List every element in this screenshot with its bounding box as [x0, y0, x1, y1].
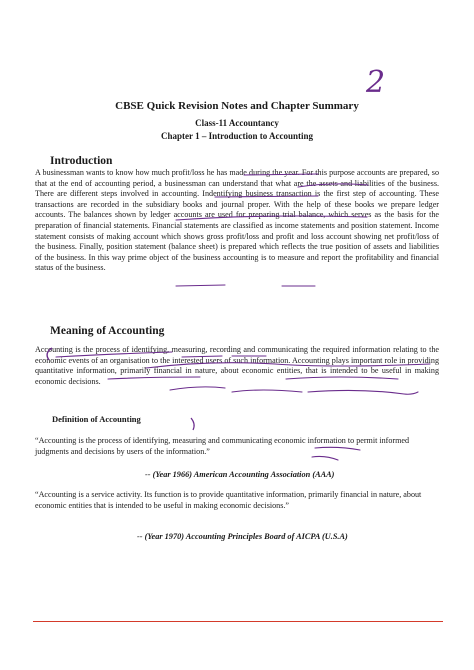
attribution-apb: -- (Year 1970) Accounting Principles Board of AICPA (U.S.A) [137, 532, 348, 541]
definition-quote-apb: “Accounting is a service activity. Its function is to provide quantitative information, primarily financial in nature, about economic entities that is intended to be useful in making economic decisions.” [35, 490, 422, 510]
introduction-paragraph: A businessman wants to know how much profit/loss he has made during the year. For this purpose accounts are prepared, so that at the end of accounting period, a businessman can understand that what are the assets and liabilities of the business. There are different steps involved in accounting. Indentifying business transaction is the first step of accounting. These transactions are recorded in the subsidiary books and journal proper. With the help of these books we prepare ledger accounts. The balances shown by ledger accounts are used for preparing trial balance, which serves as the basis for the preparation of financial statements. Financial statements are classified as income statements and position statement. Income statement consists of making account which shows gross profit/loss and profit and loss account showing net profit/loss of the business. Finally, position statement (balance sheet) is prepared which reflects the true position of assets and liabilities of the business. In this way prime object of the business accounting is to measure and report the profitability and financial status of the business. [35, 168, 439, 273]
attribution-aaa: -- (Year 1966) American Accounting Association (AAA) [145, 470, 335, 479]
class-subtitle: Class-11 Accountancy [195, 118, 279, 128]
pen-tick-mark [191, 418, 194, 430]
meaning-heading: Meaning of Accounting [50, 325, 165, 337]
footer-divider [33, 621, 443, 622]
definition-quote-aaa: “Accounting is the process of identifying, measuring and communicating economic information to permit informed judgments and decisions by users of the information.” [35, 436, 410, 456]
meaning-paragraph: Accounting is the process of identifying, measuring, recording and communicating the required information relating to the economic events of an organisation to the interested users of such information. Accounting plays important role in providing quantitative information, primarily financial in nature, about economic entities, that is intended to be useful in making economic decisions. [35, 345, 439, 386]
introduction-heading: Introduction [50, 155, 113, 167]
document-title: CBSE Quick Revision Notes and Chapter Summary [115, 100, 359, 112]
definition-heading: Definition of Accounting [52, 414, 141, 424]
chapter-subtitle: Chapter 1 – Introduction to Accounting [161, 131, 313, 141]
handwritten-number: 2 [366, 65, 386, 100]
